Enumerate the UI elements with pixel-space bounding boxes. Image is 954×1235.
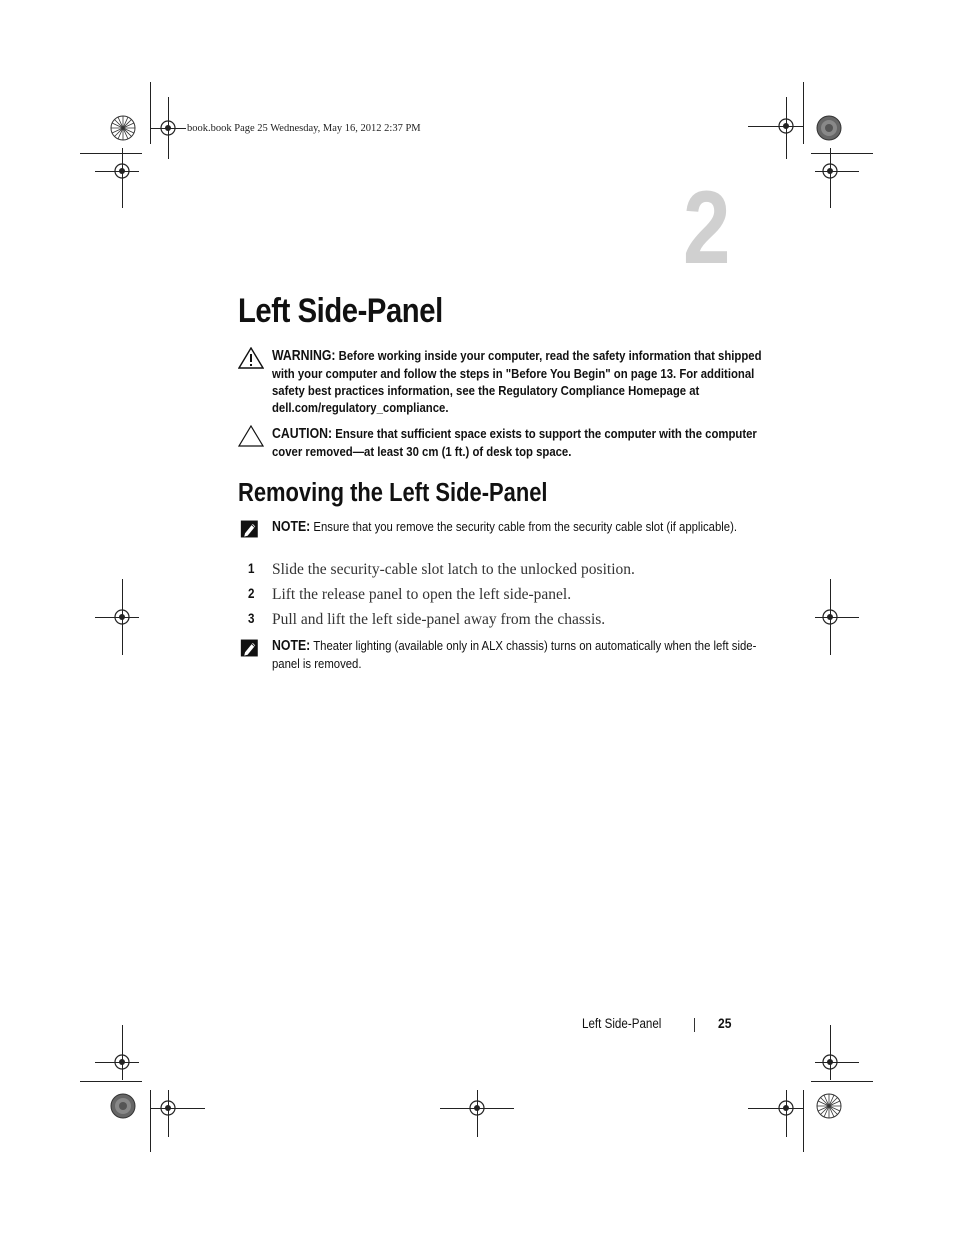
registration-target-icon (112, 1052, 132, 1072)
registration-target-icon (112, 607, 132, 627)
step-number: 1 (248, 561, 255, 576)
warning-triangle-icon (238, 347, 264, 369)
page-title: Left Side-Panel (238, 292, 443, 330)
registration-target-icon (776, 1098, 796, 1118)
registration-target-icon (776, 116, 796, 136)
note-pencil-icon (240, 518, 262, 540)
section-title: Removing the Left Side-Panel (238, 479, 548, 507)
caution-label: CAUTION: (272, 426, 333, 442)
chapter-number: 2 (683, 170, 731, 286)
print-slug: book.book Page 25 Wednesday, May 16, 2012 2:37 PM (187, 123, 421, 134)
color-rosette-icon (110, 1093, 136, 1119)
footer-section-title: Left Side-Panel (582, 1016, 662, 1031)
note-label: NOTE: (272, 519, 311, 535)
warning-label: WARNING: (272, 348, 336, 364)
registration-target-icon (158, 118, 178, 138)
caution-triangle-icon (238, 425, 264, 447)
step-number: 3 (248, 611, 255, 626)
step-text: Slide the security-cable slot latch to the unlocked position. (272, 561, 635, 578)
footer-divider (694, 1018, 695, 1032)
note-pencil-icon (240, 637, 262, 659)
step-text: Pull and lift the left side-panel away from the chassis. (272, 611, 606, 628)
note-label: NOTE: (272, 638, 311, 654)
color-rosette-icon (816, 1093, 842, 1119)
note-text: Theater lighting (available only in ALX chassis) turns on automatically when the left side-panel is removed. (272, 638, 757, 671)
registration-target-icon (467, 1098, 487, 1118)
registration-target-icon (158, 1098, 178, 1118)
registration-target-icon (820, 607, 840, 627)
registration-target-icon (820, 1052, 840, 1072)
warning-text: Before working inside your computer, read the safety information that shipped with your computer and follow the steps in "Before You Begin" on page 13. For additional safety best practices information, see the Regulatory Compliance Homepage at dell.com/regulatory_compliance. (272, 348, 762, 415)
page-number: 25 (718, 1015, 732, 1031)
step-number: 2 (248, 586, 255, 601)
caution-text: Ensure that sufficient space exists to support the computer with the computer cover removed—at least 30 cm (1 ft.) of desk top space. (272, 426, 757, 459)
step-text: Lift the release panel to open the left side-panel. (272, 586, 572, 603)
note-text: Ensure that you remove the security cable from the security cable slot (if applicable). (313, 519, 738, 534)
color-rosette-icon (110, 115, 136, 141)
color-rosette-icon (816, 115, 842, 141)
registration-target-icon (112, 161, 132, 181)
registration-target-icon (820, 161, 840, 181)
